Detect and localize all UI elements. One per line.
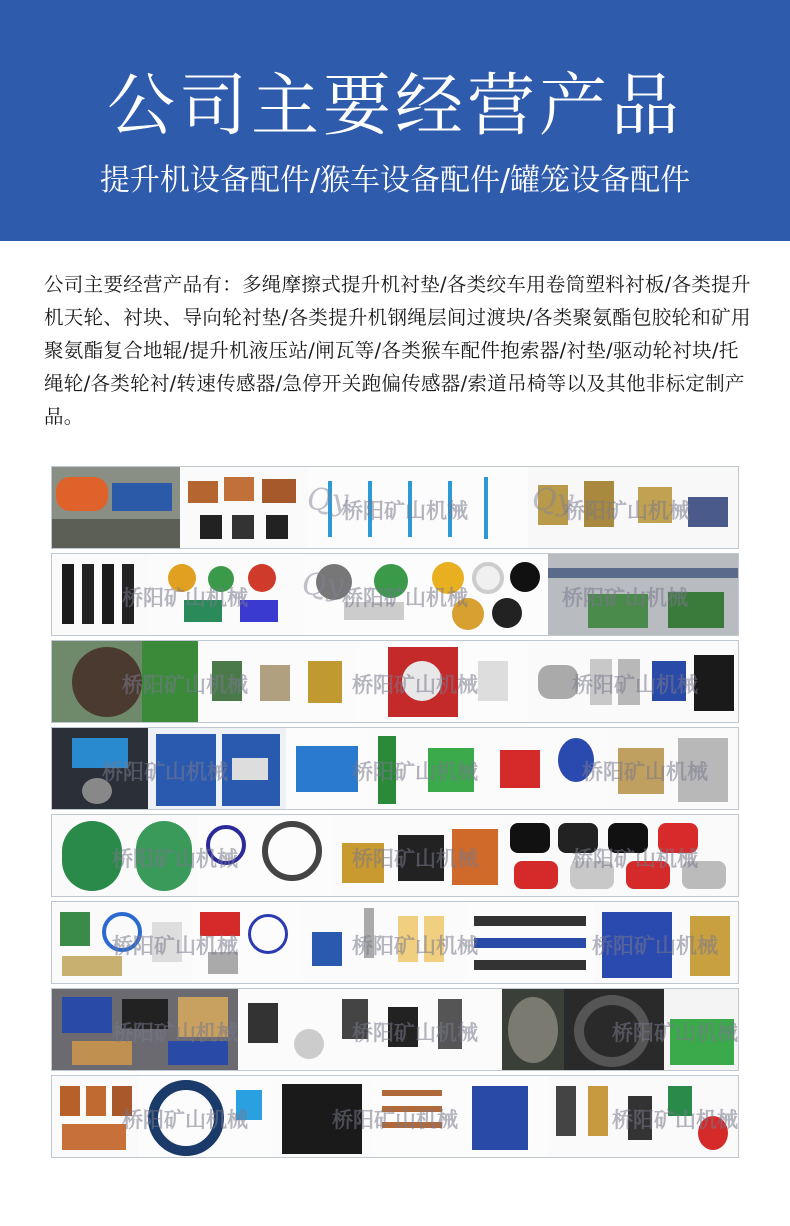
watermark-logo: Qy: [302, 568, 344, 603]
watermark-text: 桥阳矿山机械: [612, 1108, 738, 1132]
watermark-text: 桥阳矿山机械: [572, 673, 698, 697]
product-row-1: [51, 466, 739, 549]
watermark-text: 桥阳矿山机械: [592, 934, 718, 958]
product-row-6: [51, 901, 739, 984]
product-photo: [302, 902, 466, 983]
product-photo: [52, 641, 198, 722]
page-subtitle: 提升机设备配件/猴车设备配件/罐笼设备配件: [99, 163, 691, 198]
watermark-text: 桥阳矿山机械: [112, 934, 238, 958]
watermark-text: 桥阳矿山机械: [122, 673, 248, 697]
product-photo: [664, 989, 739, 1070]
product-photo: [148, 728, 286, 809]
watermark-text: 桥阳矿山机械: [352, 673, 478, 697]
product-row-4: [51, 727, 739, 810]
product-photo: [52, 728, 148, 809]
product-photo: [198, 815, 334, 896]
product-row-7: [51, 988, 739, 1071]
watermark-logo: Qy: [307, 483, 349, 518]
watermark-text: 桥阳矿山机械: [112, 1021, 238, 1045]
product-photo: [238, 989, 502, 1070]
product-row-3: [51, 640, 739, 723]
product-row-2: [51, 553, 739, 636]
product-photo: [548, 554, 739, 635]
product-photo: [608, 728, 739, 809]
watermark-logo: Qy: [532, 483, 574, 518]
watermark-text: 桥阳矿山机械: [582, 760, 708, 784]
product-photo: [138, 1076, 272, 1157]
watermark-text: 桥阳矿山机械: [102, 760, 228, 784]
watermark-text: 桥阳矿山机械: [564, 499, 690, 523]
watermark-text: 桥阳矿山机械: [612, 1021, 738, 1045]
watermark-text: 桥阳矿山机械: [332, 1108, 458, 1132]
watermark-text: 桥阳矿山机械: [122, 586, 248, 610]
page-title: 公司主要经营产品: [106, 67, 683, 146]
watermark-text: 桥阳矿山机械: [342, 499, 468, 523]
product-photo: [368, 728, 608, 809]
product-photo: [358, 641, 528, 722]
product-photo: [52, 902, 192, 983]
product-photo: [424, 554, 548, 635]
watermark-text: 桥阳矿山机械: [572, 847, 698, 871]
product-photo: [502, 989, 564, 1070]
product-photo: [52, 989, 238, 1070]
product-photo: [192, 902, 302, 983]
watermark-text: 桥阳矿山机械: [562, 586, 688, 610]
product-row-5: [51, 814, 739, 897]
product-photo: [594, 902, 739, 983]
header-banner: [0, 0, 790, 241]
product-photo: [372, 1076, 548, 1157]
product-photo: [564, 989, 664, 1070]
product-photo: [548, 1076, 739, 1157]
watermark-text: 桥阳矿山机械: [112, 847, 238, 871]
product-photo: [334, 815, 504, 896]
product-photo: [466, 902, 594, 983]
product-photo: [52, 1076, 138, 1157]
product-photo: [198, 641, 358, 722]
watermark-text: 桥阳矿山机械: [352, 934, 478, 958]
product-row-8: [51, 1075, 739, 1158]
product-photo: [148, 554, 304, 635]
product-photo: [180, 467, 308, 548]
product-photo: [272, 1076, 372, 1157]
product-photo: [504, 815, 739, 896]
watermark-text: 桥阳矿山机械: [352, 1021, 478, 1045]
watermark-text: 桥阳矿山机械: [342, 586, 468, 610]
watermark-text: 桥阳矿山机械: [122, 1108, 248, 1132]
intro-paragraph: 公司主要经营产品有：多绳摩擦式提升机衬垫/各类绞车用卷筒塑料衬板/各类提升机天轮、衬块、导向轮衬垫/各类提升机钢绳层间过渡块/各类聚氨酯包胶轮和矿用聚氨酯复合地辊/提升机液压站/闸瓦等/各类猴车配件抱索器/衬垫/驱动轮衬块/托绳轮/各类轮衬/转速传感器/急停开关跑偏传感器/索道吊椅等以及其他非标定制产品。: [44, 273, 751, 428]
watermark-text: 桥阳矿山机械: [352, 760, 478, 784]
product-photo: [52, 554, 148, 635]
product-photo: [52, 467, 180, 548]
product-photo: [286, 728, 368, 809]
product-photo: [52, 815, 198, 896]
watermark-text: 桥阳矿山机械: [352, 847, 478, 871]
product-photo: [528, 641, 739, 722]
